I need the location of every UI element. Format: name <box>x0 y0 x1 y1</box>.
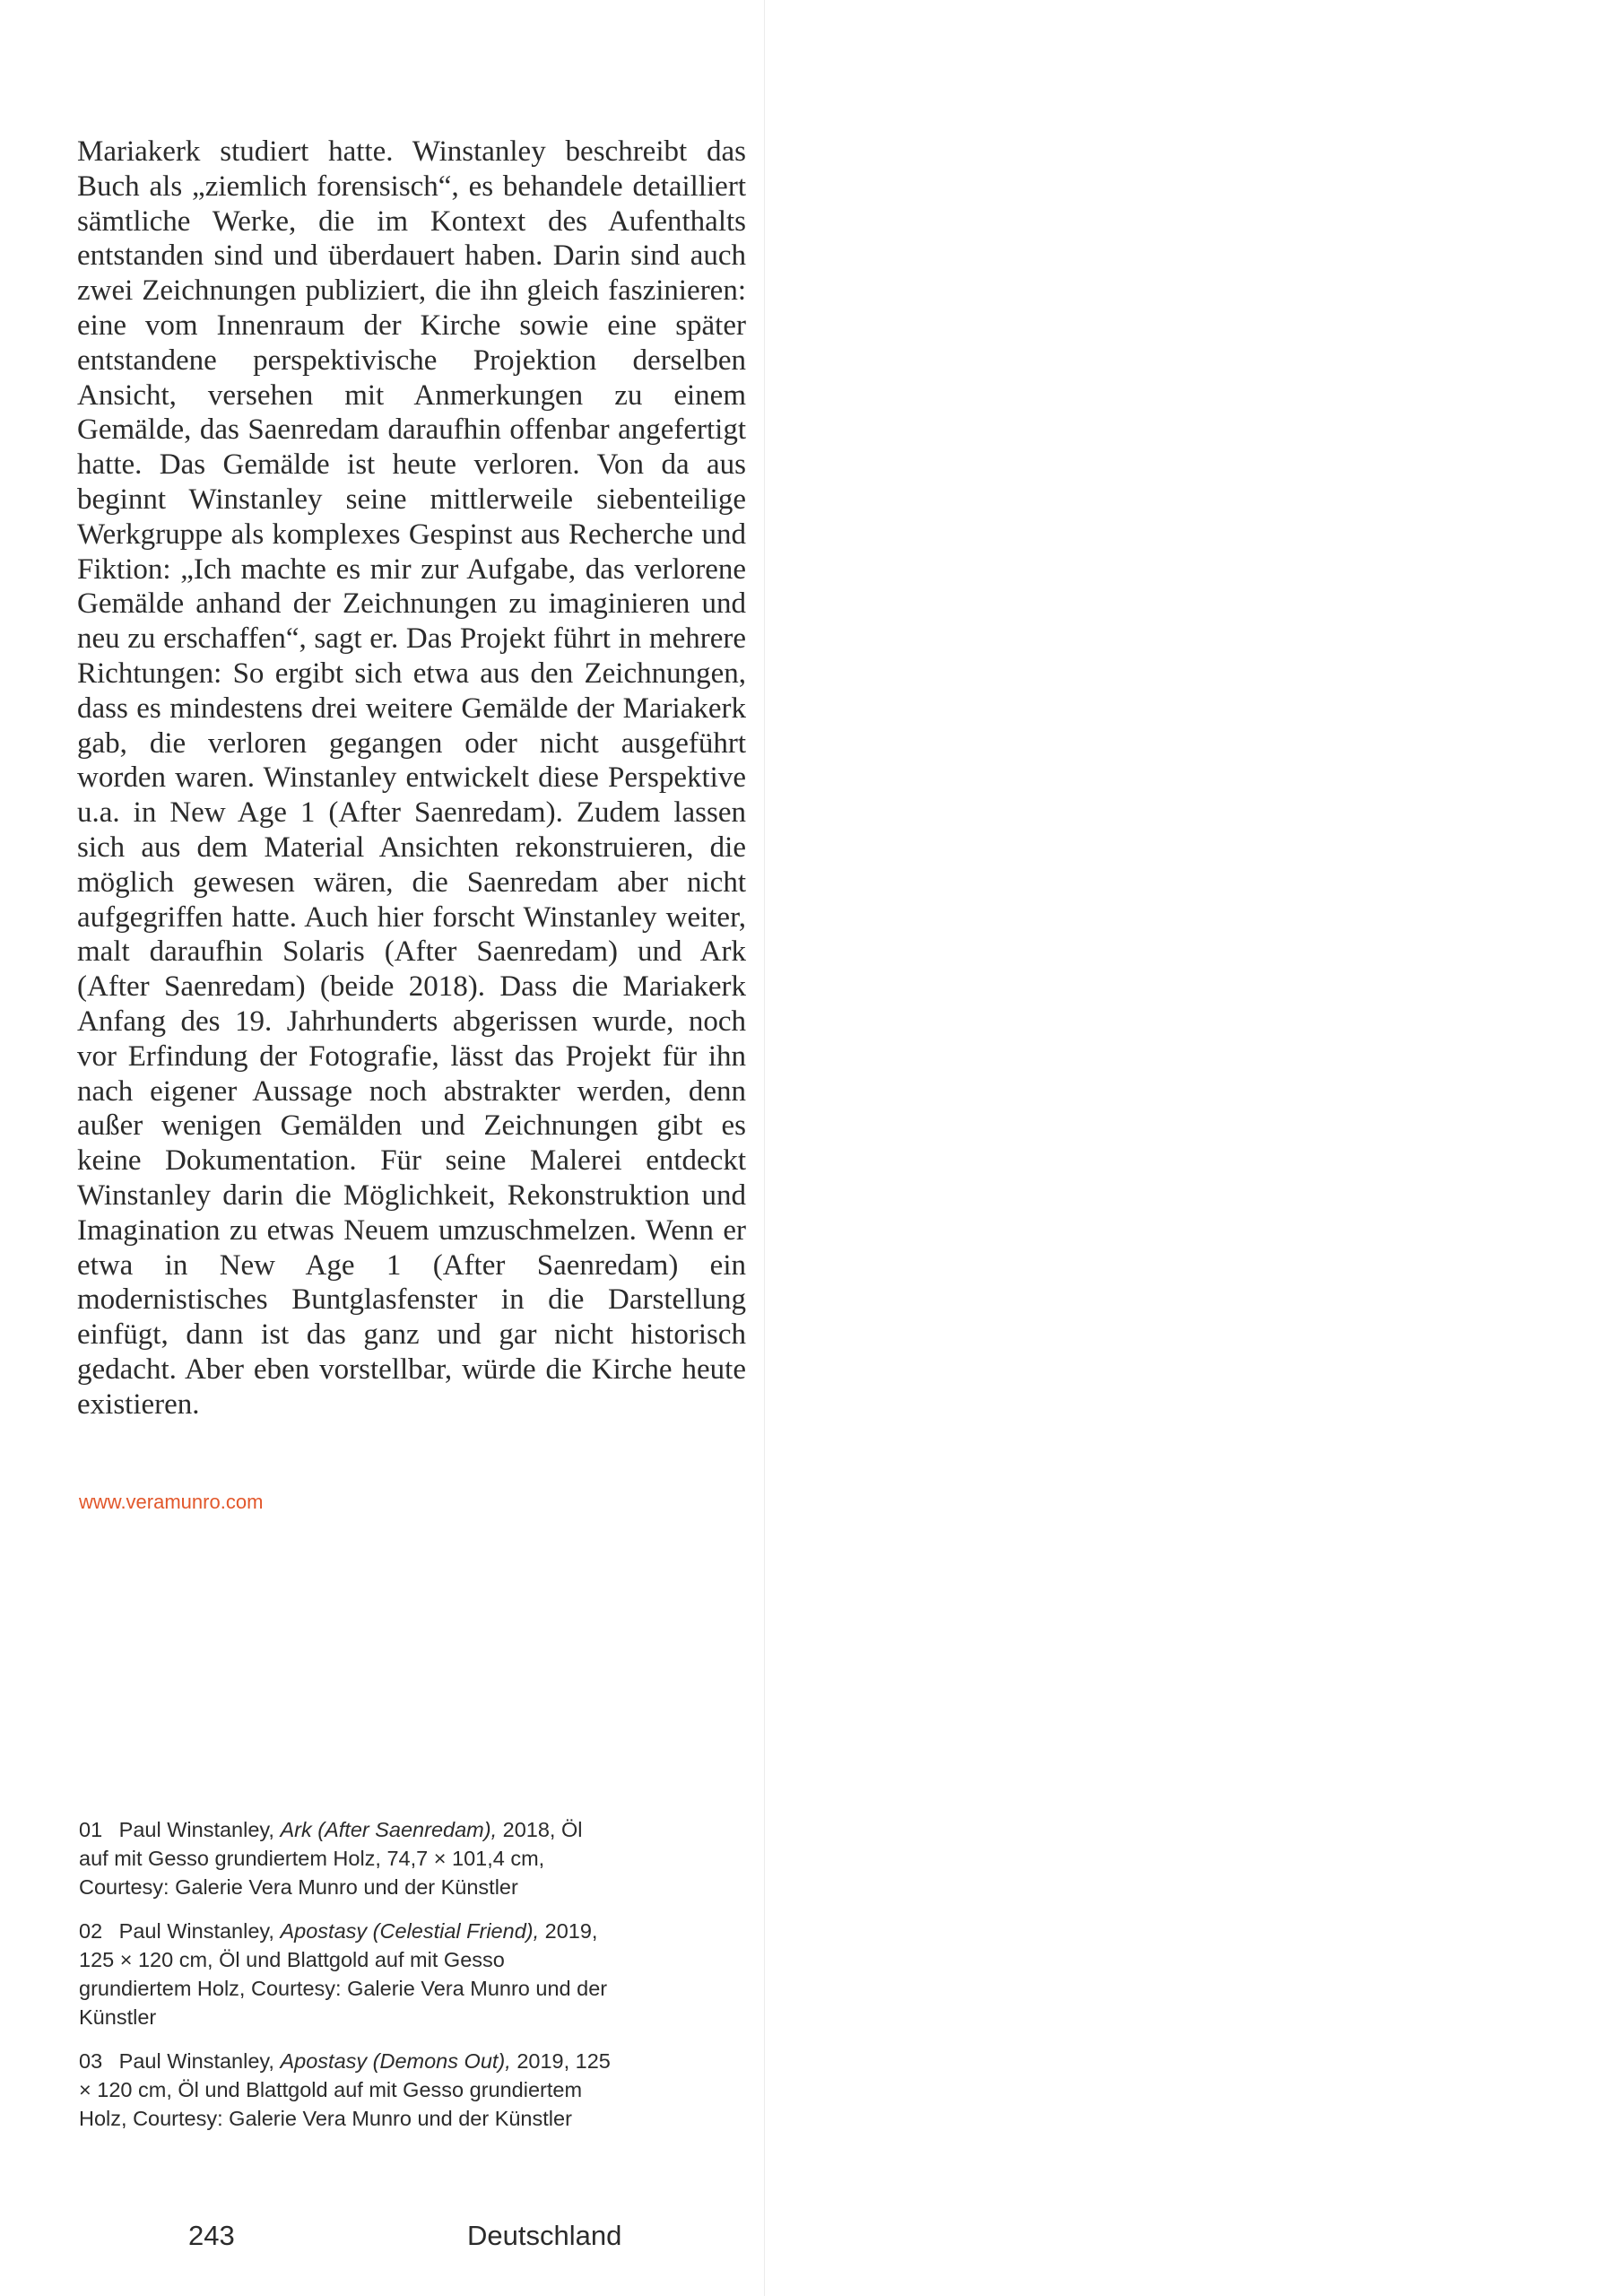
caption-01 <box>79 1815 617 1901</box>
caption-artist: Paul Winstanley, <box>118 2049 274 2073</box>
article-body: Mariakerk studiert hatte. Winstanley beschreibt das Buch als „ziemlich forensisch“, es behandele detailliert sämtliche Werke, die im Kontext des Aufenthalts entstanden sind und überdauert haben. Darin sind auch zwei Zeichnungen publiziert, die ihn gleich faszinieren: eine vom Innenraum der Kirche sowie eine später entstandene perspektivische Projektion derselben Ansicht, versehen mit Anmerkungen zu einem Gemälde, das Saenredam daraufhin offenbar angefertigt hatte. Das Gemälde ist heute verloren. Von da aus beginnt Winstanley seine mittlerweile siebenteilige Werkgruppe als komplexes Gespinst aus Recherche und Fiktion: „Ich machte es mir zur Aufgabe, das verlorene Gemälde anhand der Zeichnungen zu imaginieren und neu zu erschaffen“, sagt er. Das Projekt führt in mehrere Richtungen: So ergibt sich etwa aus den Zeichnungen, dass es mindestens drei weitere Gemälde der Mariakerk gab, die verloren gegangen oder nicht ausgeführt worden waren. Winstanley entwickelt diese Perspektive u.a. in New Age 1 (After Saenredam). Zudem lassen sich aus dem Material Ansichten rekonstruieren, die möglich gewesen wären, die Saenredam aber nicht aufgegriffen hatte. Auch hier forscht Winstanley weiter, malt daraufhin Solaris (After Saenredam) und Ark (After Saenredam) (beide 2018). Dass die Mariakerk Anfang des 19. Jahrhunderts abgerissen wurde, noch vor Erfindung der Fotografie, lässt das Projekt für ihn nach eigener Aussage noch abstrakter werden, denn außer wenigen Gemälden und Zeichnungen gibt es keine Dokumentation. Für seine Malerei entdeckt Winstanley darin die Möglichkeit, Rekonstruktion und Imagination zu etwas Neuem umzuschmelzen. Wenn er etwa in New Age 1 (After Saenredam) ein modernistisches Buntglasfenster in die Darstellung einfügt, dann ist das ganz und gar nicht historisch gedacht. Aber eben vorstellbar, würde die Kirche heute existieren. <box>77 135 746 1421</box>
section-name: Deutschland <box>467 2220 622 2251</box>
caption-number: 02 <box>79 1919 103 1943</box>
caption-details: 2019, 125 × 120 cm, Öl und Blattgold auf mit Gesso grundiertem Holz, Courtesy: Galerie Vera Munro und der Künstler <box>79 1919 608 2029</box>
image-captions <box>79 1815 617 2148</box>
caption-number: 03 <box>79 2049 103 2073</box>
caption-artist: Paul Winstanley, <box>118 1818 274 1841</box>
caption-details: 2018, Öl auf mit Gesso grundiertem Holz, 74,7 × 101,4 cm, Courtesy: Galerie Vera Munro und der Künstler <box>79 1818 583 1899</box>
caption-03 <box>79 2047 617 2133</box>
caption-number: 01 <box>79 1818 103 1841</box>
caption-title: Ark (After Saenredam), <box>280 1818 498 1841</box>
caption-title: Apostasy (Celestial Friend), <box>280 1919 540 1943</box>
caption-details: 2019, 125 × 120 cm, Öl und Blattgold auf mit Gesso grundiertem Holz, Courtesy: Galerie Vera Munro und der Künstler <box>79 2049 611 2130</box>
caption-artist: Paul Winstanley, <box>118 1919 274 1943</box>
page-number: 243 <box>188 2220 235 2251</box>
website-link[interactable]: www.veramunro.com <box>79 1491 264 1513</box>
caption-title: Apostasy (Demons Out), <box>280 2049 511 2073</box>
caption-02 <box>79 1917 617 2031</box>
gutter-line <box>764 0 765 2296</box>
